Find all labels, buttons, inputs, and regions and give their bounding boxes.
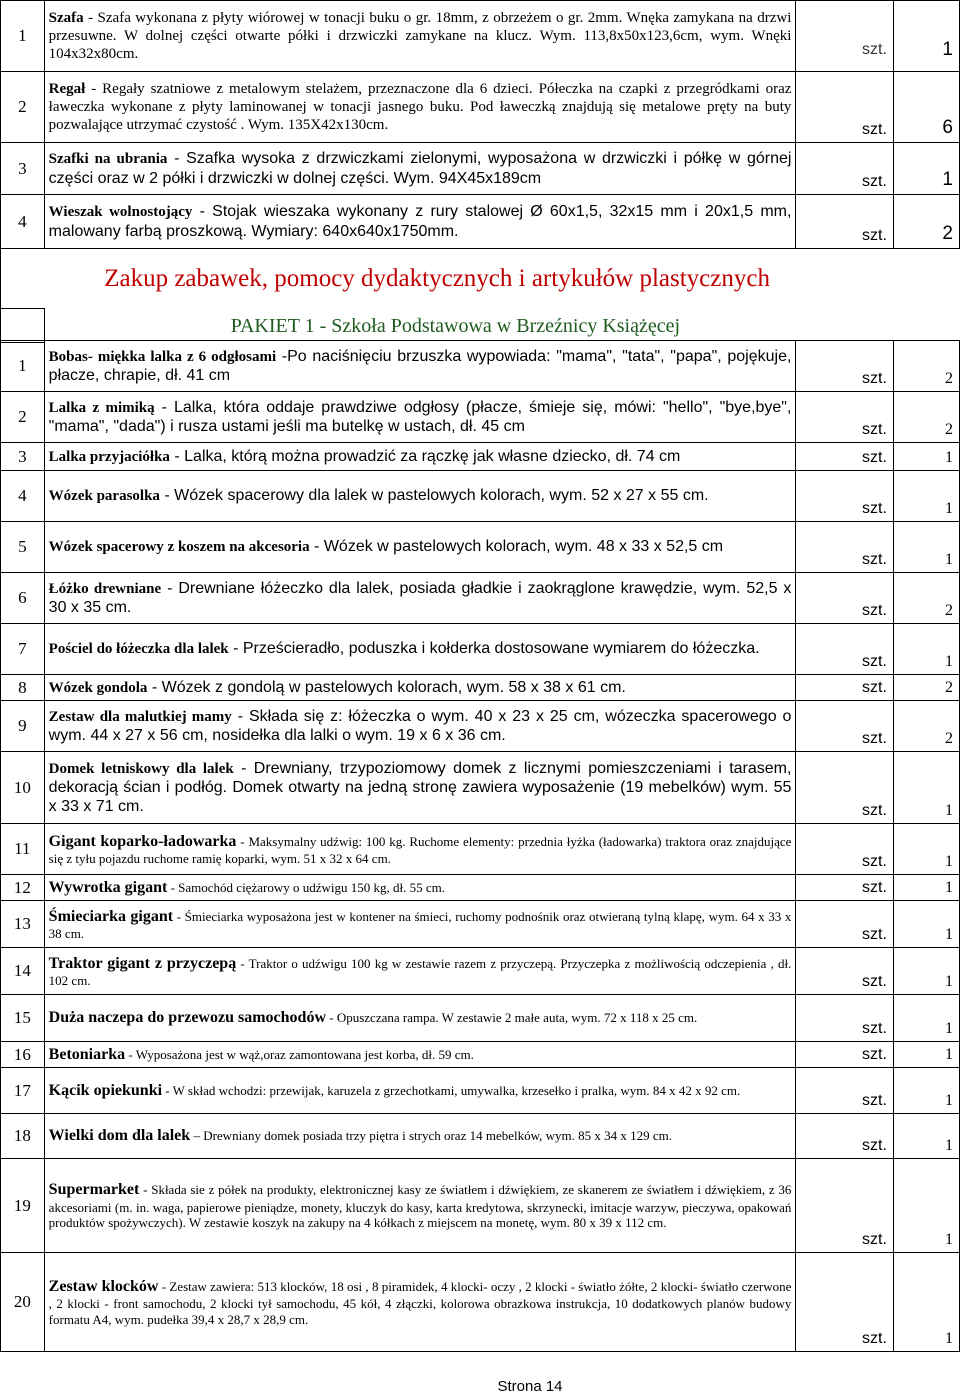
section-heading: Zakup zabawek, pomocy dydaktycznych i artykułów plastycznych (104, 264, 770, 292)
item-name: Szafki na ubrania (48, 151, 168, 168)
item-description (44, 824, 796, 875)
row-number: 11 (1, 824, 45, 875)
item-unit: szt. (796, 1068, 894, 1114)
item-text: - Wózek spacerowy dla lalek w pastelowych kolorach, wym. 52 x 27 x 55 cm. (159, 487, 709, 505)
item-unit: szt. (796, 624, 894, 675)
item-description (44, 875, 796, 901)
item-name: Kącik opiekunki (48, 1081, 163, 1099)
item-qty: 1 (893, 1159, 959, 1253)
item-description (44, 995, 796, 1042)
item-unit: szt. (796, 875, 894, 901)
item-text: - Wózek w pastelowych kolorach, wym. 48 x 33 x 52,5 cm (309, 538, 724, 556)
item-qty: 1 (893, 901, 959, 948)
table-row (1, 195, 960, 249)
item-qty: 1 (893, 824, 959, 875)
item-unit: szt. (796, 1042, 894, 1068)
item-description (44, 195, 796, 249)
item-qty: 6 (893, 72, 959, 143)
item-name: Wieszak wolnostojący (48, 204, 193, 221)
row-number: 20 (1, 1253, 45, 1352)
item-qty: 2 (893, 195, 959, 249)
item-unit: szt. (796, 701, 894, 752)
item-text: - Drewniany, trzypoziomowy domek z licznymi pomieszczeniami i tarasem, dekoracją ścian i podłóg. Domek otwarty na jedną stronę zawiera wyposażenie (19 mebelków) wym. 55 x 33 x 71 cm. (48, 759, 792, 816)
row-number: 5 (1, 522, 45, 573)
row-number: 14 (1, 948, 45, 995)
row-number: 13 (1, 901, 45, 948)
item-name: Wózek gondola (48, 679, 148, 696)
item-qty: 1 (893, 875, 959, 901)
item-text: - Szafa wykonana z płyty wiórowej w tonacji buku o gr. 18mm, z obrzeżem o gr. 2mm. Wnęka zamykana na drzwi przesuwne. W dolnej części otwarte półki i drzwiczki zamykane na klucz. Wym. 113,8x50x123,6cm, wym. Wnęki 104x32x80cm. (48, 10, 792, 62)
row-number: 1 (1, 341, 45, 392)
item-description (44, 901, 796, 948)
item-name: Traktor gigant z przyczepą (48, 954, 237, 972)
item-unit: szt. (796, 522, 894, 573)
item-text: - Maksymalny udźwig: 100 kg. Ruchome elementy: przednia łyżka (ładowarka) traktora oraz znajdujące się z tyłu pojazdu ruchome ramię koparki, wym. 51 x 32 x 64 cm. (48, 833, 792, 866)
table-row (1, 1114, 960, 1159)
table-row (1, 573, 960, 624)
item-qty: 1 (893, 1114, 959, 1159)
table-row (1, 624, 960, 675)
item-description (44, 948, 796, 995)
item-name: Duża naczepa do przewozu samochodów (48, 1009, 326, 1027)
item-unit: szt. (796, 675, 894, 701)
item-unit: szt. (796, 341, 894, 392)
table-row (1, 824, 960, 875)
item-unit: szt. (796, 752, 894, 824)
item-qty: 1 (893, 1068, 959, 1114)
item-unit: szt. (796, 471, 894, 522)
item-description (44, 1114, 796, 1159)
row-number: 10 (1, 752, 45, 824)
item-text: - Składa się z: łóżeczka o wym. 40 x 23 x 25 cm, wózeczka spacerowego o wym. 44 x 27 x 56 cm, nosidełka dla lalki o wym. 19 x 6 x 36 cm. (48, 707, 792, 744)
row-number: 1 (1, 1, 45, 72)
item-description (44, 1159, 796, 1253)
item-text: -Po naciśnięciu brzuszka wypowiada: "mama", "tata", "papa", pojękuje, płacze, chrapie, dł. 41 cm (48, 347, 792, 384)
toys-table (0, 248, 960, 343)
row-number: 7 (1, 624, 45, 675)
item-text: - Wózek z gondolą w pastelowych kolorach, wym. 58 x 38 x 61 cm. (147, 678, 626, 696)
item-unit: szt. (796, 1, 894, 72)
item-qty: 2 (893, 341, 959, 392)
table-row (1, 752, 960, 824)
item-name: Wózek spacerowy z koszem na akcesoria (48, 539, 310, 556)
item-unit: szt. (796, 948, 894, 995)
item-text: - Drewniane łóżeczko dla lalek, posiada gładkie i zaokrąglone krawędzie, wym. 52,5 x 30 x 35 cm. (48, 579, 792, 616)
row-number: 4 (1, 195, 45, 249)
item-qty: 1 (893, 948, 959, 995)
item-unit: szt. (796, 824, 894, 875)
row-number: 12 (1, 875, 45, 901)
item-text: - Regały szatniowe z metalowym stelażem, przeznaczone dla 6 dzieci. Półeczka na czapki z przegródkami oraz ławeczka wykonane z płyty laminowanej w tonacji jasnego buku. Pod ławeczką znajdują się metalowe pręty na buty pozwalające utrzymać czystość . Wym. 135X42x130cm. (48, 81, 792, 133)
table-row (1, 1253, 960, 1352)
table-row (1, 701, 960, 752)
item-text: - Lalka, która oddaje prawdziwe odgłosy (płacze, śmieje się, mówi: "hello", "bye,bye", "mama", "dada") i rusza ustami jeśli ma butelkę w ustach, dł. 45 cm (48, 398, 792, 435)
item-text: - Prześcieradło, poduszka i kołderka dostosowane wymiarem do łóżeczka. (228, 640, 760, 658)
item-text: - W skład wchodzi: przewijak, karuzela z grzechotkami, umywalka, krzesełko i pralka, wym. 84 x 42 x 92 cm. (162, 1082, 741, 1098)
item-text: - Zestaw zawiera: 513 klocków, 18 osi , 8 piramidek, 4 klocki- oczy , 2 klocki - światło żółte, 2 klocki- światło czerwone , 2 klocki - front samochodu, 2 klocki tył samochodu, 45 kół, 4 złączki, kolorowa obrazkowa instrukcja, 10 dodatkowych planów budowy formatu A4, wym. pudełka 39,4 x 28,7 x 28,9 cm. (48, 1278, 792, 1327)
item-name: Zestaw dla malutkiej mamy (48, 708, 232, 725)
item-text: - Lalka, którą można prowadzić za rączkę jak własne dziecko, dł. 74 cm (169, 447, 681, 465)
item-name: Pościel do łóżeczka dla lalek (48, 641, 229, 658)
item-text: - Opuszczana rampa. W zestawie 2 małe auta, wym. 72 x 118 x 25 cm. (326, 1010, 698, 1026)
row-number: 16 (1, 1042, 45, 1068)
item-qty: 2 (893, 573, 959, 624)
item-name: Zestaw klocków (48, 1277, 159, 1295)
item-unit: szt. (796, 1253, 894, 1352)
table-row (1, 1, 960, 72)
table-row (1, 875, 960, 901)
row-number: 15 (1, 995, 45, 1042)
item-description (44, 522, 796, 573)
item-text: - Wyposażona jest w wąż,oraz zamontowana jest korba, dł. 59 cm. (125, 1046, 474, 1062)
item-text: – Drewniany domek posiada trzy piętra i strych oraz 14 mebelków, wym. 85 x 34 x 129 cm. (190, 1128, 673, 1144)
table-row (1, 443, 960, 471)
item-description (44, 675, 796, 701)
table-row (1, 1159, 960, 1253)
item-unit: szt. (796, 901, 894, 948)
item-name: Bobas- miękka lalka z 6 odgłosami (48, 348, 277, 365)
toys-list-table (0, 340, 960, 1352)
toy-rows (0, 340, 960, 1352)
item-qty: 1 (893, 752, 959, 824)
item-name: Regał (48, 81, 86, 97)
item-description (44, 392, 796, 443)
page-footer: Strona 14 (497, 1378, 563, 1395)
item-description (44, 752, 796, 824)
item-unit: szt. (796, 195, 894, 249)
table-row (1, 675, 960, 701)
table-row (1, 471, 960, 522)
table-row (1, 1042, 960, 1068)
item-description (44, 573, 796, 624)
row-number: 17 (1, 1068, 45, 1114)
item-qty: 1 (893, 143, 959, 195)
item-qty: 1 (893, 624, 959, 675)
item-description (44, 624, 796, 675)
item-description (44, 443, 796, 471)
item-qty: 2 (893, 392, 959, 443)
item-qty: 2 (893, 675, 959, 701)
row-number: 2 (1, 392, 45, 443)
item-name: Śmieciarka gigant (48, 907, 174, 925)
row-number: 6 (1, 573, 45, 624)
row-number: 19 (1, 1159, 45, 1253)
item-name: Lalka przyjaciółka (48, 448, 170, 465)
item-description (44, 72, 796, 143)
item-name: Szafa (48, 10, 84, 26)
item-text: - Szafka wysoka z drzwiczkami zielonymi, wyposażona w drzwiczki i półkę w górnej części oraz w 2 półki i drzwiczki w dolnej części. Wym. 94X45x189cm (48, 150, 792, 187)
table-row (1, 522, 960, 573)
row-number: 18 (1, 1114, 45, 1159)
item-name: Lalka z mimiką (48, 399, 155, 416)
item-unit: szt. (796, 392, 894, 443)
item-text: - Traktor o udźwigu 100 kg w zestawie razem z przyczepą. Przyczepka z możliwością odczepienia , dł. 102 cm. (48, 955, 792, 988)
item-description (44, 341, 796, 392)
item-description (44, 701, 796, 752)
item-name: Gigant koparko-ładowarka (48, 832, 237, 850)
row-number: 8 (1, 675, 45, 701)
table-row (1, 901, 960, 948)
item-description (44, 1, 796, 72)
item-qty: 1 (893, 995, 959, 1042)
table-row (1, 392, 960, 443)
table-row (1, 341, 960, 392)
item-qty: 1 (893, 522, 959, 573)
item-description (44, 143, 796, 195)
item-unit: szt. (796, 573, 894, 624)
row-number: 4 (1, 471, 45, 522)
item-unit: szt. (796, 1159, 894, 1253)
item-text: - Śmieciarka wyposażona jest w kontener na śmieci, ruchomy podnośnik oraz otwieraną tylną klapę, wym. 64 x 33 x 38 cm. (48, 908, 792, 941)
furniture-table (0, 0, 960, 249)
item-unit: szt. (796, 1114, 894, 1159)
table-row (1, 72, 960, 143)
row-number: 9 (1, 701, 45, 752)
item-qty: 2 (893, 701, 959, 752)
item-name: Betoniarka (48, 1045, 126, 1063)
table-row (1, 995, 960, 1042)
package-row (1, 309, 960, 343)
table-row (1, 1068, 960, 1114)
table-row (1, 948, 960, 995)
item-unit: szt. (796, 443, 894, 471)
item-description (44, 471, 796, 522)
item-unit: szt. (796, 72, 894, 143)
item-text: - Stojak wieszaka wykonany z rury stalowej Ø 60x1,5, 32x15 mm i 20x1,5 mm, malowany farbą proszkową. Wymiary: 640x640x1750mm. (48, 203, 792, 240)
item-qty: 1 (893, 1, 959, 72)
row-number: 3 (1, 143, 45, 195)
item-qty: 1 (893, 1042, 959, 1068)
item-name: Supermarket (48, 1181, 140, 1199)
item-description (44, 1068, 796, 1114)
item-unit: szt. (796, 143, 894, 195)
heading-row (1, 249, 960, 309)
item-qty: 1 (893, 471, 959, 522)
item-qty: 1 (893, 1253, 959, 1352)
item-description (44, 1042, 796, 1068)
item-name: Wielki dom dla lalek (48, 1127, 191, 1145)
item-qty: 1 (893, 443, 959, 471)
item-name: Łóżko drewniane (48, 580, 162, 597)
item-name: Domek letniskowy dla lalek (48, 760, 234, 777)
table-row (1, 143, 960, 195)
item-text: - Składa sie z półek na produkty, elektronicznej kasy ze światłem i dźwiękiem, ze skanerem ze światłem i dźwiękiem, z 36 akcesoriami (m. in. waga, papierowe pieniądze, monety, kluczyk do kasy, karta kredytowa, skrzynecki, imitacje warzyw, pieczywa, opakowań produktów spożywczych). W zestawie koszyk na zakupy na 4 kółkach z miejscem na monetę, wym. 80 x 39 x 112 cm. (48, 1182, 792, 1231)
row-number: 2 (1, 72, 45, 143)
item-description (44, 1253, 796, 1352)
item-text: - Samochód ciężarowy o udźwigu 150 kg, dł. 55 cm. (167, 879, 445, 895)
item-name: Wywrotka gigant (48, 878, 168, 896)
package-title: PAKIET 1 - Szkoła Podstawowa w Brzeźnicy Książęcej (230, 314, 681, 337)
item-unit: szt. (796, 995, 894, 1042)
row-number: 3 (1, 443, 45, 471)
item-name: Wózek parasolka (48, 488, 160, 505)
